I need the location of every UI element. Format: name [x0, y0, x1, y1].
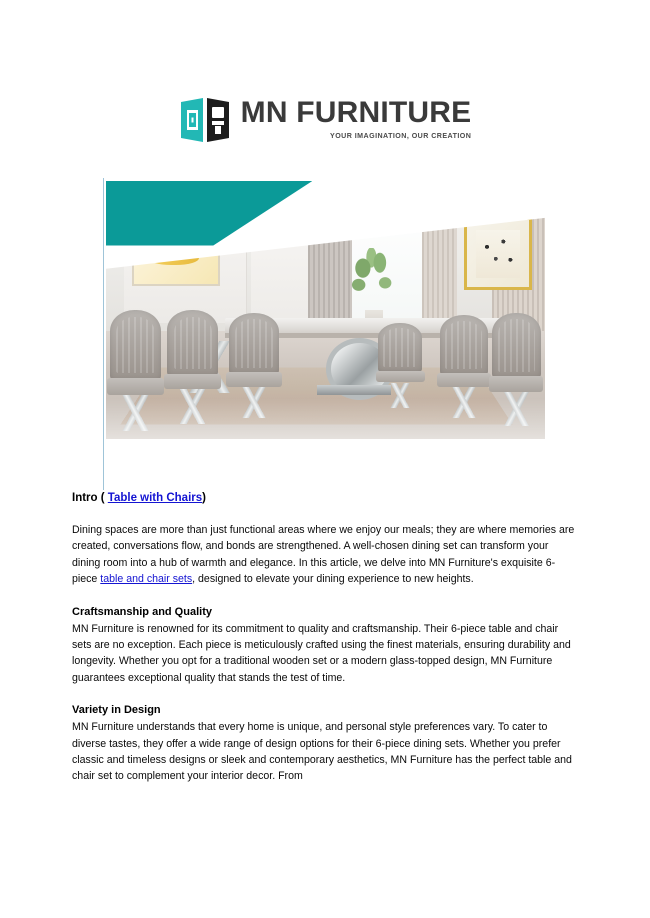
- section-variety-in-design: [72, 702, 579, 785]
- chair-back: [440, 315, 488, 375]
- wall-art-right: [464, 217, 531, 290]
- brand-tagline: YOUR IMAGINATION, OUR CREATION: [330, 132, 472, 140]
- left-accent-rule: [103, 178, 104, 490]
- intro-paragraph: [72, 522, 579, 588]
- table-and-chair-sets-link[interactable]: table and chair sets: [100, 573, 193, 586]
- intro-paragraph-part-2: , designed to elevate your dining experience to new heights.: [192, 573, 474, 586]
- intro-heading-suffix: ): [202, 492, 206, 504]
- dining-chair: [378, 323, 422, 408]
- intro-paragraph-part-1: Dining spaces are more than just functional areas where we enjoy our meals; they are where memories are created, conversations flow, and bonds are strengthened. A well-chosen dining set can transform your dining room into a hub of warmth and elegance. In this article, we delve into MN Furniture's exquisite 6-piece: [72, 524, 575, 586]
- chair-seat: [164, 374, 221, 390]
- section-paragraph: MN Furniture is renowned for its commitment to quality and craftsmanship. Their 6-piece table and chair sets are no exception. Each piece is meticulously crafted using the finest materials, ensuring durability and longevity. Whether you opt for a traditional wooden set or a modern glass-topped design, MN Furniture guarantees exceptional quality that stands the test of time.: [72, 622, 571, 684]
- section-heading: Variety in Design: [72, 704, 161, 717]
- chair-seat: [437, 373, 491, 387]
- table-centerpiece-plant: [347, 248, 400, 315]
- open-door-logo-icon: [179, 96, 235, 146]
- chair-seat: [489, 376, 543, 392]
- brand-logo: [179, 96, 472, 146]
- table-with-chairs-link[interactable]: Table with Chairs: [107, 492, 203, 504]
- floor-gloss: [106, 398, 545, 439]
- chair-seat: [376, 371, 425, 383]
- brand-wordmark: [241, 96, 472, 140]
- chair-seat: [107, 378, 164, 395]
- chair-seat: [226, 372, 283, 387]
- chair-back: [229, 313, 279, 374]
- intro-heading-prefix: Intro (: [72, 492, 108, 504]
- section-paragraph: MN Furniture understands that every home is unique, and personal style preferences vary. To cater to diverse tastes, they offer a wide range of design options for their 6-piece dining sets. Whether you prefer classic and timeless designs or sleek and contemporary aesthetics, MN Furniture has the perfect table and chair set to complement your interior decor. From: [72, 721, 572, 783]
- hero-dining-set-image: [106, 181, 545, 439]
- article-body: [72, 491, 579, 801]
- chair-back: [378, 323, 422, 372]
- document-header: [0, 96, 650, 146]
- chair-back: [110, 310, 160, 380]
- chair-back: [167, 310, 217, 376]
- intro-heading: [72, 491, 579, 506]
- brand-name: MN FURNITURE: [240, 96, 472, 129]
- section-craftsmanship-and-quality: [72, 604, 579, 687]
- section-heading: Craftsmanship and Quality: [72, 605, 212, 618]
- chair-back: [492, 313, 540, 379]
